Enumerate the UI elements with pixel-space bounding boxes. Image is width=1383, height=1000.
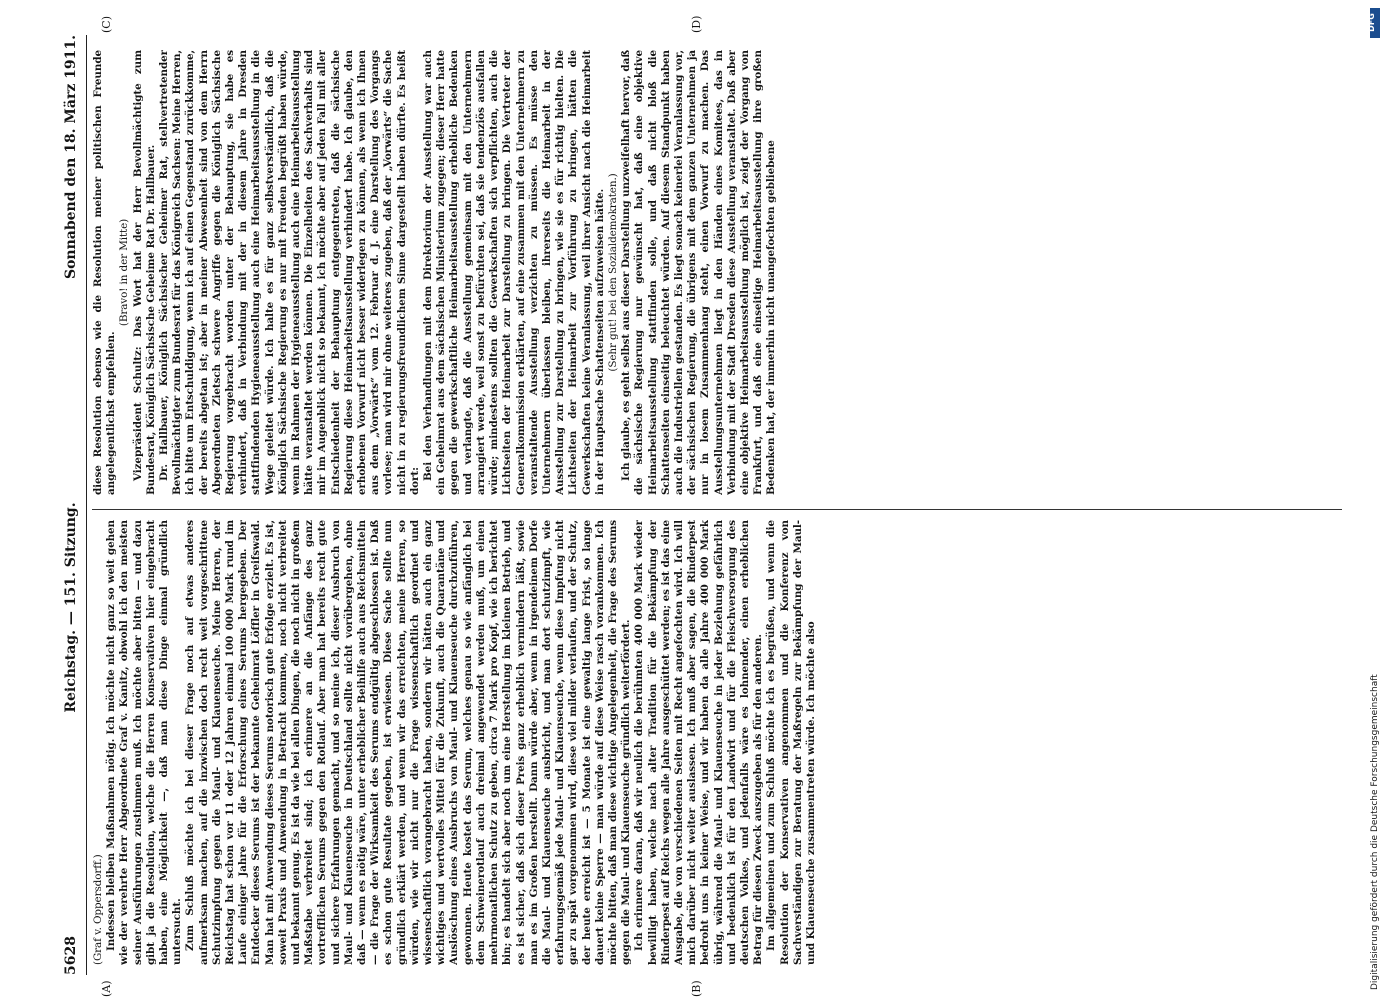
quoted-passage: Bei den Verhandlungen mit dem Direktorium der Ausstellung war auch ein Geheimrat aus dem sächsischen Ministerium zugegen; dieser Herr hatte gegen die gewerkschaftliche Heimarbeitsausstellung erhebliche Bedenken und verlangte, daß die Ausstellung gemeinsam mit den Unternehmern arrangiert werde, weil sonst zu befürchten sei, daß sie tendenziös ausfallen würde; mindestens sollten die Gewerkschaften sich verpflichten, auch die Lichtseiten der Heimarbeit zur Darstellung zu bringen. Die Vertreter der Generalkommission erklärten, auf eine zusammen mit den Unternehmern zu veranstaltende Ausstellung verzichten zu müssen. Es müsse den Unternehmern überlassen bleiben, ihrerseits die Heimarbeit in der Ausstellung zur Darstellung zu bringen, wie sie es für richtig hielten. Die Lichtseiten der Heimarbeit zur Vorführung zu bringen, hätten die Gewerkschaften keine Veranlassung, weil ihrer Ansicht nach die Heimarbeit in der Hauptsache Schattenseiten aufzuweisen hätte. [422,50,606,495]
session-date: Sonnabend den 18. März 1911. [63,35,79,280]
right-column [92,50,1342,495]
margin-marker-d: (D) [690,15,703,33]
margin-marker-a: (A) [100,980,113,997]
scanned-page [60,15,1350,997]
margin-marker-c: (C) [100,16,113,33]
applause-note: (Bravo! in der Mitte) [118,218,131,327]
page-number: 5628 [63,936,79,975]
credit-text: Digitalisierung gefördert durch die Deutsche Forschungsgemeinschaft [1370,674,1380,990]
margin-marker-b: (B) [690,980,703,997]
left-paragraph-1: Indessen bleiben Maßnahmen nötig. Ich möchte nicht ganz so weit gehen wie der verehrte Herr Abgeordnete Graf v. Kanitz, obwohl ich den meisten seiner Ausführungen zustimmen muß. Ich möchte aber bitten — und dazu gibt ja die Resolution, welche die Herren Konservativen hier eingebracht haben, eine Möglichkeit —, daß man diese Dinge einmal gründlich untersucht. [105,520,184,965]
left-column [92,520,1342,965]
left-paragraph-3: Ich erinnere daran, daß wir neulich die berühmten 400 000 Mark wieder bewilligt haben, welche nach alter Tradition für die Bekämpfung der Rinderpest auf Reichs wegen alle Jahre ausgeschüttet werden; es ist das eine Ausgabe, die von verschiedenen Seiten mit Recht angefochten wird. Ich will mich darüber nicht weiter auslassen. Ich muß aber sagen, die Rinderpest bedroht uns in keiner Weise, und wir haben da alle Jahre 400 000 Mark übrig, während die Maul- und Klauenseuche in jeder Beziehung gefährlich und bedenklich ist für den Landwirt und für die Fleischversorgung des deutschen Volkes, und jedenfalls wäre es lohnender, einen erheblichen Betrag für diesen Zweck auszugeben als für den anderen. [633,520,765,965]
right-paragraph-3: Ich glaube, es geht selbst aus dieser Darstellung unzweifelhaft hervor, daß die sächsische Regierung nur gewünscht hat, daß eine objektive Heimarbeitsausstellung stattfinden solle, und daß nicht bloß die Schattenseiten einseitig beleuchtet würden. Auf diesem Standpunkt haben auch die Industriellen gestanden. Es liegt sonach keinerlei Veranlassung vor, der sächsischen Regierung, die übrigens mit dem ganzen Unternehmen ja nur in losem Zusammenhang steht, einen Vorwurf zu machen. Das Ausstellungsunternehmen liegt in den Händen eines Komitees, das in Verbindung mit der Stadt Dresden diese Ausstellung veranstaltet. Daß aber eine objektive Heimarbeitsausstellung möglich ist, zeigt der Vorgang von Frankfurt, und daß eine einseitige Heimarbeitsausstellung ihre großen Bedenken hat, der immerhin nicht unangefochten gebliebene [620,50,778,495]
column-divider [92,509,1342,510]
dfg-logo: DFG [1370,8,1380,38]
right-paragraph-1: Vizepräsident Schultz: Das Wort hat der Herr Bevollmächtigte zum Bundesrat, Königlich Sächsische Geheime Rat Dr. Hallbauer. [131,50,157,495]
page-header [60,35,82,975]
left-paragraph-2: Zum Schluß möchte ich bei dieser Frage noch auf etwas anderes aufmerksam machen, auf die inzwischen doch recht weit vorgeschrittene Schutzimpfung gegen die Maul- und Klauenseuche. Meine Herren, der Reichstag hat schon vor 11 oder 12 Jahren einmal 100 000 Mark rund im Laufe einiger Jahre für die Erforschung eines Serums hergegeben. Der Entdecker dieses Serums ist der bekannte Geheimrat Löffler in Greifswald. Man hat mit Anwendung dieses Serums notorisch gute Erfolge erzielt. Es ist, soweit Praxis und Anwendung in Betracht kommen, noch nicht verbreitet und bekannt genug. Es ist da wie bei allen Dingen, die noch nicht in großem Maßstabe verbreitet sind; ich erinnere an die Anfänge des ganz vortrefflichen Serums gegen den Rotlauf. Aber man hat bereits recht gute und sichere Erfahrungen gemacht, und so meine ich, dieser Ausbruch von Maul- und Klauenseuche in Deutschland sollte nicht vorübergehen, ohne daß — wenn es nötig wäre, unter erheblicher Beihilfe auch aus Reichsmitteln — die Frage der Wirksamkeit des Serums endgültig abgeschlossen ist. Daß es schon gute Resultate gegeben, ist erwiesen. Diese Sache sollte nun gründlich erklärt werden, und wenn wir das erreichten, meine Herren, so würden, wie wir nicht nur die Frage wissenschaftlich geordnet und wissenschaftlich vorangebracht haben, sondern wir hätten auch ein ganz wichtiges und wertvolles Mittel für die Zukunft, auch die Quarantäne und Auslöschung eines Ausbruchs von Maul- und Klauenseuche durchzuführen, gewonnen. Heute kostet das Serum, welches genau so wie anfänglich bei dem Schweinerotlauf auch dreimal angewendet werden muß, um einen mehrmonatlichen Schutz zu geben, circa 7 Mark pro Kopf, wie ich berichtet bin; es handelt sich aber noch um eine Herstellung im kleinen Betrieb, und es ist sicher, daß sich dieser Preis ganz erheblich vermindern läßt, sowie man es im Großen herstellt. Dann würde aber, wenn in irgendeinem Dorfe die Maul- und Klauenseuche ausbricht, und man dort schutzimpft, wie erfahrungsgemäß jede Maul- und Klauenseuche, wenn diese Impfung nicht gar zu spät vorgenommen wird, diese viel milder verlaufen, und der Schutz, der heute erreicht ist — 5 Monate ist eine gewaltig lange Frist, so lange dauert keine Sperre — man würde auf diese Weise rasch vorankommen. Ich möchte bitten, daß man diese wichtige Angelegenheit, die Frage des Serums gegen die Maul- und Klauenseuche gründlich weiterfördert. [184,520,633,965]
digitization-credit [1370,10,1382,990]
session-title: Reichstag. — 151. Sitzung. [63,502,79,713]
reaction-note: (Sehr gut! bei den Sozialdemokraten.) [606,173,619,372]
rotated-frame [60,15,1350,997]
speaker-note: (Graf v. Oppersdorff.) [92,854,104,965]
right-paragraph-2: Dr. Hallbauer, Königlich Sächsischer Geheimer Rat, stellvertretender Bevollmächtigter zum Bundesrat für das Königreich Sachsen: Meine Herren, ich bitte um Entschuldigung, wenn ich auf einen Gegenstand zurückkomme, der bereits abgetan ist; aber in meiner Abwesenheit sind von dem Herrn Abgeordneten Zietsch schwere Angriffe gegen die Königlich Sächsische Regierung vorgebracht worden unter der Behauptung, sie habe es verhindert, daß in Verbindung mit der in diesem Jahre in Dresden stattfindenden Hygieneausstellung auch eine Heimarbeitsausstellung in die Wege geleitet würde. Ich halte es für ganz selbstverständlich, daß die Königlich Sächsische Regierung es nur mit Freuden begrüßt haben würde, wenn im Rahmen der Hygieneausstellung auch eine Heimarbeitsausstellung hätte veranstaltet werden können. Die Einzelheiten des Sachverhalts sind mir im Augenblick nicht so bekannt, ich möchte aber auf jeden Fall mit aller Entschiedenheit der Behauptung entgegentreten, daß die sächsische Regierung diese Heimarbeitsausstellung verhindert habe. Ich glaube, den erhobenen Vorwurf nicht besser widerlegen zu können, als wenn ich Ihnen aus dem „Vorwärts“ vom 12. Februar d. J. eine Darstellung des Vorgangs vorlese; man wird mir ohne weiteres zugeben, daß der „Vorwärts“ die Sache nicht in zu regierungsfreundlichem Sinne dargestellt haben dürfte. Es heißt dort: [158,50,421,495]
right-paragraph-0: diese Resolution ebenso wie die Resolution meiner politischen Freunde angelegentlichst empfehlen. [92,50,118,495]
header-rule [86,35,87,975]
left-paragraph-4: Im allgemeinen und zum Schluß möchte ich es begrüßen, und wenn die Resolution der Konservativen angenommen und die Konferenz von Sachverständigen zur Beratung der Maßregeln zur Bekämpfung der Maul- und Klauenseuche zusammentreten würde. Ich möchte also [765,520,817,965]
